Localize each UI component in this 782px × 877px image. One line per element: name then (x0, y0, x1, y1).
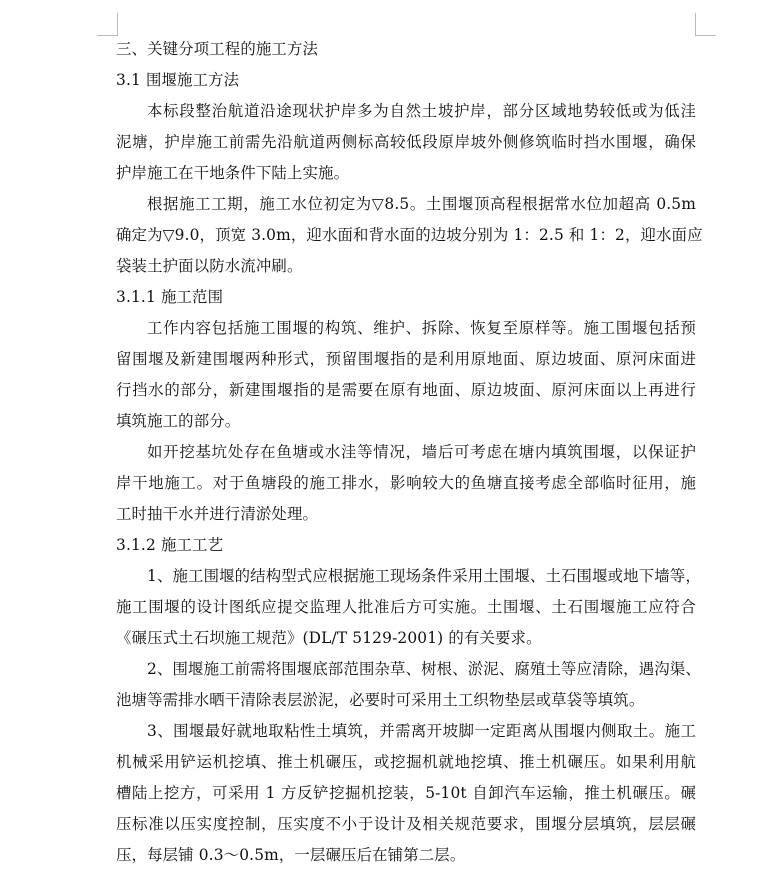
paragraph-line: 压，每层铺 0.3～0.5m，一层碾压后在铺第二层。 (116, 846, 466, 864)
paragraph-line: 工作内容包括施工围堰的构筑、维护、拆除、恢复至原样等。施工围堰包括预 (147, 319, 696, 337)
paragraph-line: 施工围堰的设计图纸应提交监理人批准后方可实施。土围堰、土石围堰施工应符合 (116, 598, 696, 616)
paragraph-line: 槽陆上挖方，可采用 1 方反铲挖掘机挖装，5-10t 自卸汽车运输，推土机碾压。碾 (116, 784, 696, 802)
section-heading: 三、关键分项工程的施工方法 (116, 40, 319, 58)
paragraph-line: 袋装土护面以防水流冲刷。 (116, 257, 303, 275)
page-corner-mark-top-left (97, 13, 118, 36)
paragraph-line: 机械采用铲运机挖填、推土机碾压，或挖掘机就地挖填、推土机碾压。如果利用航 (116, 753, 696, 771)
paragraph-line: 留围堰及新建围堰两种形式，预留围堰指的是利用原地面、原边坡面、原河床面进 (116, 350, 696, 368)
paragraph-line: 泥塘，护岸施工前需先沿航道两侧标高较低段原岸坡外侧修筑临时挡水围堰，确保 (116, 133, 696, 151)
paragraph-line: 《碾压式土石坝施工规范》(DL/T 5129-2001) 的有关要求。 (116, 629, 542, 647)
paragraph-line: 如开挖基坑处存在鱼塘或水洼等情况，墙后可考虑在塘内填筑围堰，以保证护 (147, 443, 696, 461)
paragraph-line: 确定为▽9.0，顶宽 3.0m，迎水面和背水面的边坡分别为 1：2.5 和 1：2，迎水面应 (116, 226, 703, 244)
paragraph-line: 护岸施工在干地条件下陆上实施。 (116, 164, 350, 182)
document-body[interactable] (116, 34, 703, 871)
paragraph-line: 行挡水的部分，新建围堰指的是需要在原有地面、原边坡面、原河床面以上再进行 (116, 381, 696, 399)
subsection-heading: 3.1 围堰施工方法 (116, 71, 240, 89)
paragraph-line: 填筑施工的部分。 (116, 412, 241, 430)
paragraph-line: 3、围堰最好就地取粘性土填筑，并需离开坡脚一定距离从围堰内侧取土。施工 (147, 722, 696, 740)
subsection-heading: 3.1.2 施工工艺 (116, 536, 224, 554)
paragraph-line: 池塘等需排水晒干清除表层淤泥，必要时可采用土工织物垫层或草袋等填筑。 (116, 691, 645, 709)
subsection-heading: 3.1.1 施工范围 (116, 288, 224, 306)
paragraph-line: 2、围堰施工前需将围堰底部范围杂草、树根、淤泥、腐殖土等应清除，遇沟渠、 (147, 660, 701, 678)
paragraph-line: 本标段整治航道沿途现状护岸多为自然土坡护岸，部分区域地势较低或为低洼 (147, 102, 696, 120)
paragraph-line: 岸干地施工。对于鱼塘段的施工排水，影响较大的鱼塘直接考虑全部临时征用，施 (116, 474, 696, 492)
paragraph-line: 压标准以压实度控制，压实度不小于设计及相关规范要求，围堰分层填筑，层层碾 (116, 815, 696, 833)
page-corner-mark-top-right (695, 13, 716, 36)
paragraph-line: 根据施工工期，施工水位初定为▽8.5。土围堰顶高程根据常水位加超高 0.5m (147, 195, 696, 213)
paragraph-line: 1、施工围堰的结构型式应根据施工现场条件采用土围堰、土石围堰或地下墙等， (147, 567, 701, 585)
paragraph-line: 工时抽干水并进行清淤处理。 (116, 505, 319, 523)
